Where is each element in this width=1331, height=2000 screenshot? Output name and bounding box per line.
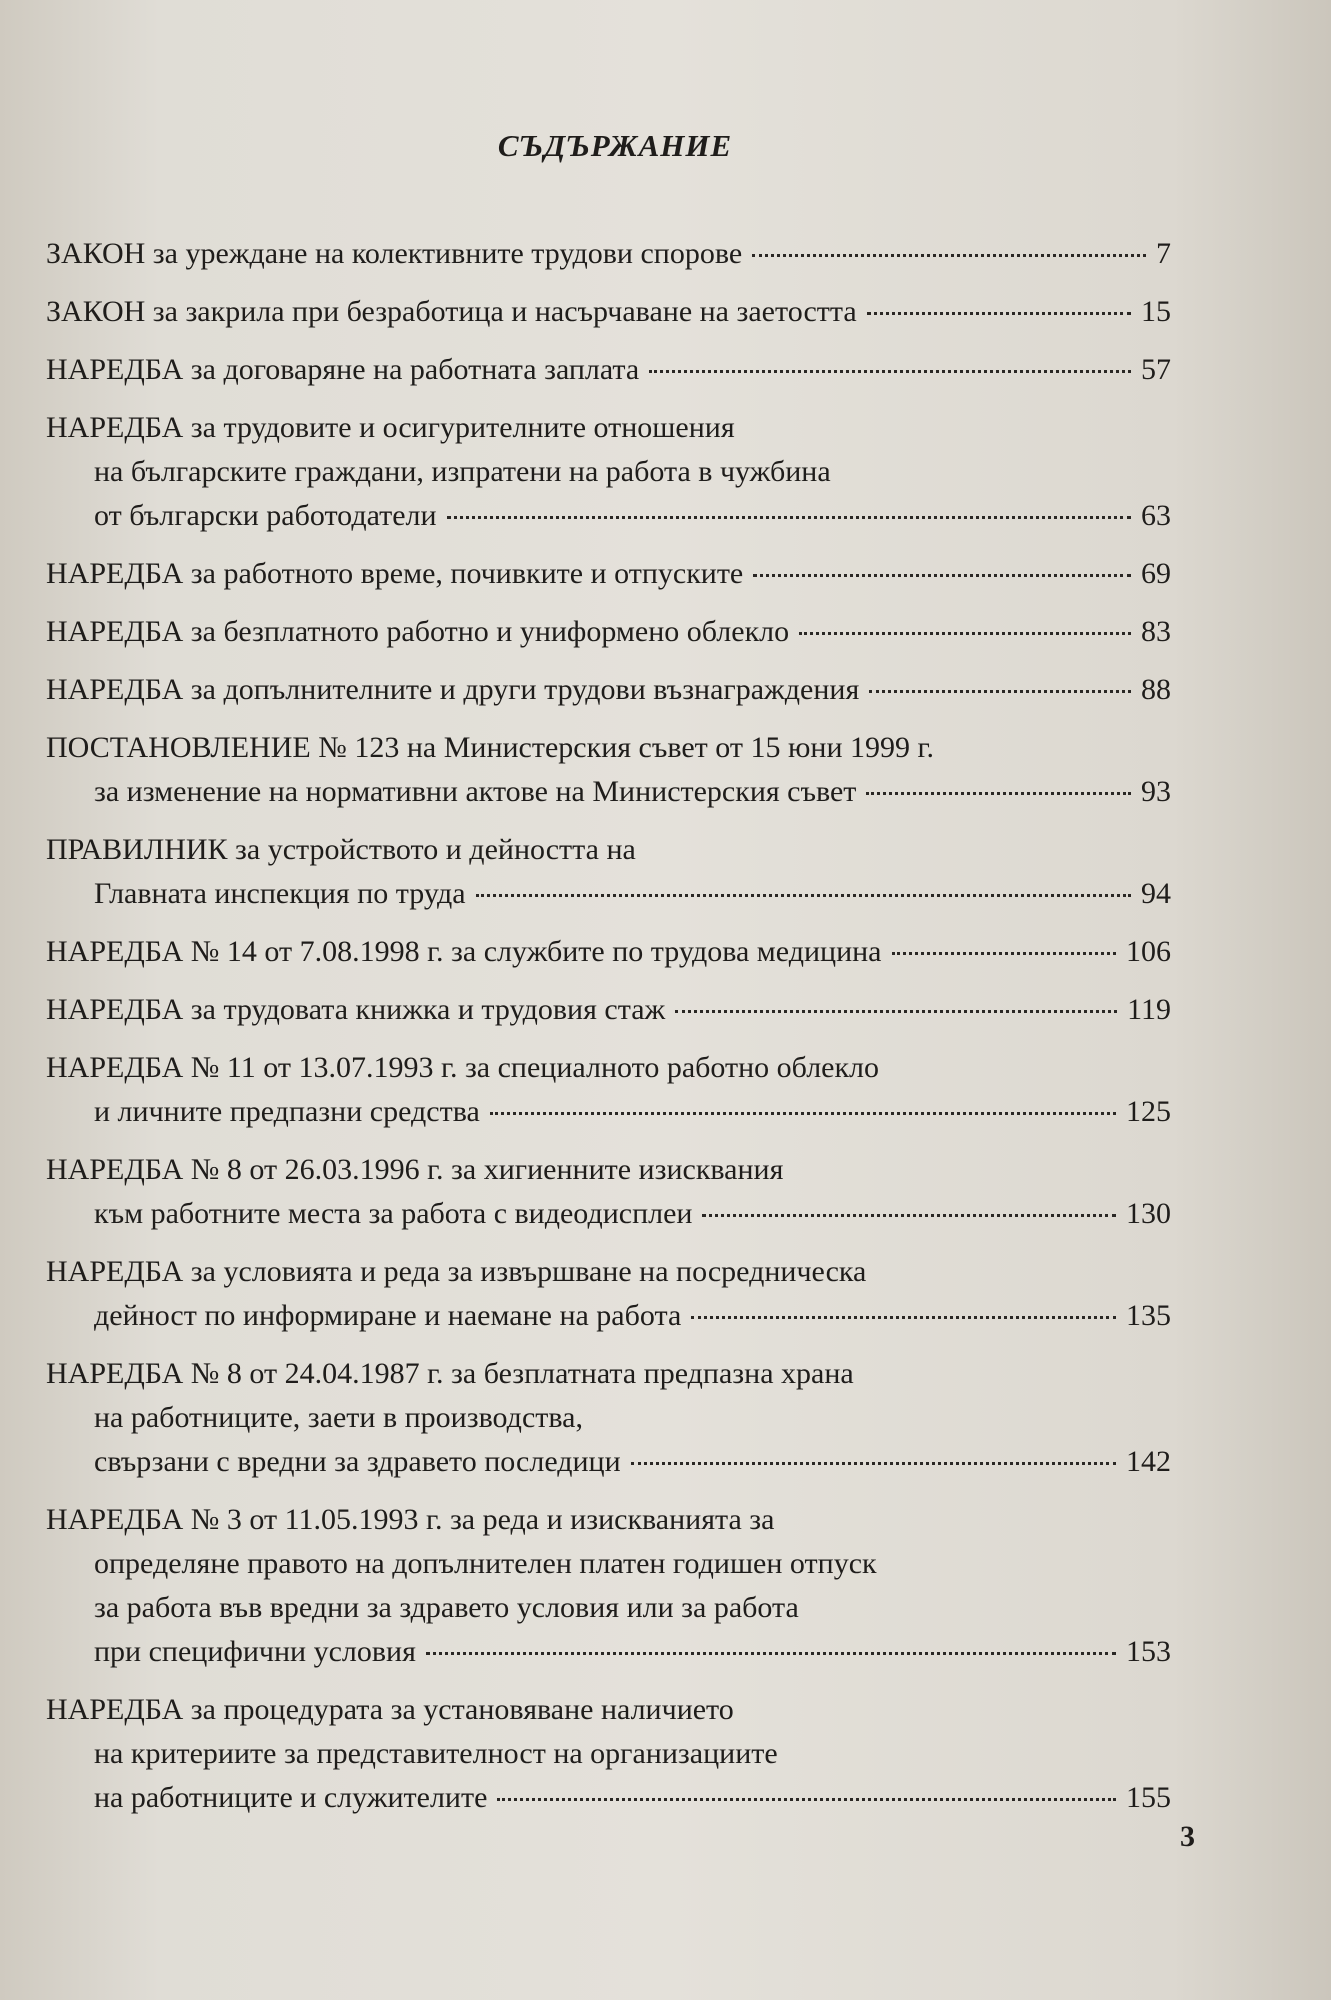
toc-entry: [46, 726, 1171, 814]
toc-entry-line: НАРЕДБА № 3 от 11.05.1993 г. за реда и изискванията за: [46, 1503, 775, 1536]
dot-leader: [447, 514, 1131, 519]
dot-leader: [869, 688, 1131, 693]
toc-entry: [46, 348, 1171, 392]
toc-entry-text: ЗАКОН за уреждане на колективните трудови спорове: [46, 237, 743, 270]
toc-entry-line: НАРЕДБА № 8 от 24.04.1987 г. за безплатната предпазна храна: [46, 1357, 854, 1390]
toc-entry-line: НАРЕДБА № 11 от 13.07.1993 г. за специалното работно облекло: [46, 1051, 880, 1084]
toc-entry-line: [46, 872, 1171, 916]
toc-entry: [46, 1046, 1171, 1134]
dot-leader: [702, 1212, 1116, 1217]
toc-entry-line: НАРЕДБА за процедурата за установяване наличието: [46, 1693, 734, 1726]
toc-entry-text: НАРЕДБА за трудовата книжка и трудовия стаж: [46, 993, 666, 1026]
dot-leader: [631, 1460, 1116, 1465]
toc-entry-line: на работниците, заети в производства,: [94, 1401, 583, 1434]
toc-entry: [46, 1688, 1171, 1820]
toc-entry-line: определяне правото на допълнителен платен годишен отпуск: [94, 1547, 877, 1580]
toc-entry-line: [46, 1776, 1171, 1820]
dot-leader: [675, 1008, 1117, 1013]
dot-leader: [649, 368, 1131, 373]
toc-page-number: 153: [1126, 1635, 1171, 1668]
toc-page-number: 125: [1126, 1095, 1171, 1128]
page-number: 3: [1180, 1820, 1195, 1853]
dot-leader: [476, 892, 1131, 897]
dot-leader: [799, 630, 1131, 635]
toc-entry-line: [46, 1440, 1171, 1484]
toc-entry: [46, 668, 1171, 712]
toc-entry-line: за работа във вредни за здравето условия или за работа: [94, 1591, 799, 1624]
dot-leader: [752, 252, 1146, 257]
toc-page-number: 69: [1141, 557, 1171, 590]
toc-page-number: 63: [1141, 499, 1171, 532]
toc-entry-text: при специфични условия: [94, 1635, 416, 1668]
dot-leader: [497, 1796, 1116, 1801]
toc-page-number: 130: [1126, 1197, 1171, 1230]
toc-entry-text: НАРЕДБА за договаряне на работната заплата: [46, 353, 640, 386]
dot-leader: [866, 790, 1131, 795]
toc-page-number: 155: [1126, 1781, 1171, 1814]
toc-page-number: 93: [1141, 775, 1171, 808]
page-title: СЪДЪРЖАНИЕ: [497, 128, 733, 163]
toc-entry-line: [46, 930, 1171, 974]
toc-entry: [46, 988, 1171, 1032]
toc-entry-line: ПОСТАНОВЛЕНИЕ № 123 на Министерския съвет от 15 юни 1999 г.: [46, 731, 934, 764]
toc-entry: [46, 1250, 1171, 1338]
toc-entry-text: и личните предпазни средства: [94, 1095, 480, 1128]
toc-page-number: 119: [1127, 993, 1171, 1026]
toc-page-number: 88: [1141, 673, 1171, 706]
toc-entry-line: НАРЕДБА № 8 от 26.03.1996 г. за хигиенните изисквания: [46, 1153, 784, 1186]
toc-entry: [46, 232, 1171, 276]
toc-entry: [46, 610, 1171, 654]
toc-entry: [46, 1148, 1171, 1236]
toc-entry-line: [46, 348, 1171, 392]
toc-entry-text: свързани с вредни за здравето последици: [94, 1445, 621, 1478]
dot-leader: [490, 1110, 1116, 1115]
toc-page-number: 83: [1141, 615, 1171, 648]
toc-entry-line: [46, 1294, 1171, 1338]
toc-entry-text: НАРЕДБА за допълнителните и други трудови възнаграждения: [46, 673, 860, 706]
toc-entry-line: ПРАВИЛНИК за устройството и дейността на: [46, 833, 636, 866]
toc-entry-line: [46, 610, 1171, 654]
toc-entry-line: [46, 232, 1171, 276]
toc-page-number: 135: [1126, 1299, 1171, 1332]
toc-entry-text: НАРЕДБА за работното време, почивките и отпуските: [46, 557, 744, 590]
dot-leader: [426, 1650, 1116, 1655]
toc-page-number: 142: [1126, 1445, 1171, 1478]
toc-entry-line: [46, 494, 1171, 538]
toc-page-number: 106: [1126, 935, 1171, 968]
toc-entry-text: НАРЕДБА за безплатното работно и униформено облекло: [46, 615, 790, 648]
toc-entry: [46, 828, 1171, 916]
toc-entry-line: НАРЕДБА за трудовите и осигурителните отношения: [46, 411, 735, 444]
toc-entry-text: за изменение на нормативни актове на Министерския съвет: [94, 775, 857, 808]
dot-leader: [892, 950, 1117, 955]
toc-entry-line: на критериите за представителност на организациите: [94, 1737, 778, 1770]
toc-page-number: 7: [1156, 237, 1171, 270]
toc-entry-line: на българските граждани, изпратени на работа в чужбина: [94, 455, 831, 488]
toc-entry-line: [46, 668, 1171, 712]
table-of-contents: [46, 232, 1171, 1834]
toc-entry-line: [46, 988, 1171, 1032]
toc-entry: [46, 1352, 1171, 1484]
toc-entry-line: [46, 290, 1171, 334]
toc-entry-line: [46, 770, 1171, 814]
toc-entry: [46, 1498, 1171, 1674]
toc-entry-line: НАРЕДБА за условията и реда за извършване на посредническа: [46, 1255, 867, 1288]
toc-page-number: 94: [1141, 877, 1171, 910]
dot-leader: [867, 310, 1131, 315]
toc-entry: [46, 552, 1171, 596]
dot-leader: [691, 1314, 1116, 1319]
toc-entry-text: НАРЕДБА № 14 от 7.08.1998 г. за службите по трудова медицина: [46, 935, 882, 968]
toc-page-number: 15: [1141, 295, 1171, 328]
dot-leader: [753, 572, 1131, 577]
toc-entry: [46, 290, 1171, 334]
toc-page-number: 57: [1141, 353, 1171, 386]
toc-entry-line: [46, 1192, 1171, 1236]
toc-entry-line: [46, 552, 1171, 596]
toc-entry-line: [46, 1630, 1171, 1674]
toc-entry-text: от български работодатели: [94, 499, 437, 532]
toc-entry-text: на работниците и служителите: [94, 1781, 488, 1814]
toc-entry-text: към работните места за работа с видеодисплеи: [94, 1197, 693, 1230]
toc-entry-text: ЗАКОН за закрила при безработица и насърчаване на заетостта: [46, 295, 857, 328]
toc-entry-text: Главната инспекция по труда: [94, 877, 466, 910]
toc-entry-line: [46, 1090, 1171, 1134]
toc-entry: [46, 930, 1171, 974]
toc-entry-text: дейност по информиране и наемане на работа: [94, 1299, 682, 1332]
toc-entry: [46, 406, 1171, 538]
